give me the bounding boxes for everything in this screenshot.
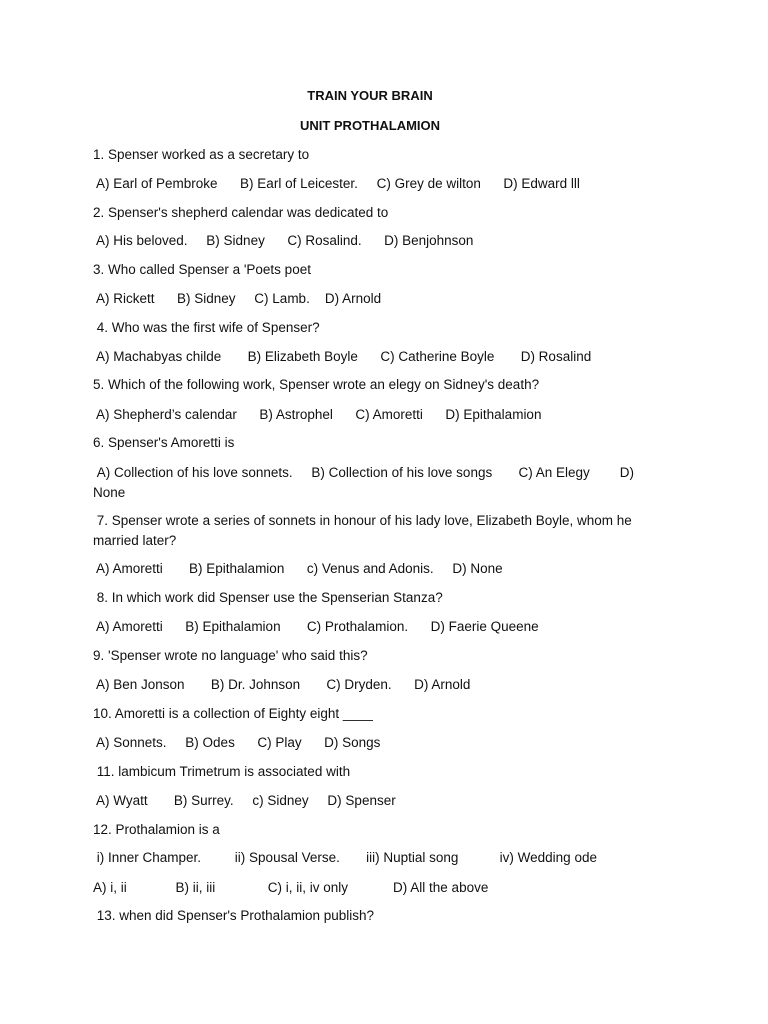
question-11: 11. lambicum Trimetrum is associated with	[93, 764, 351, 779]
statements-12: i) Inner Champer. ii) Spousal Verse. iii) Nuptial song iv) Wedding ode	[93, 850, 597, 865]
question-9: 9. 'Spenser wrote no language' who said this?	[93, 648, 368, 663]
question-8: 8. In which work did Spenser use the Spenserian Stanza?	[93, 590, 443, 605]
question-13: 13. when did Spenser's Prothalamion publish?	[93, 908, 375, 923]
question-3: 3. Who called Spenser a 'Poets poet	[93, 262, 311, 277]
options-7: A) Amoretti B) Epithalamion c) Venus and Adonis. D) None	[93, 561, 503, 576]
question-5: 5. Which of the following work, Spenser wrote an elegy on Sidney's death?	[93, 377, 540, 392]
options-3: A) Rickett B) Sidney C) Lamb. D) Arnold	[93, 291, 382, 306]
document-subtitle: UNIT PROTHALAMION	[299, 118, 441, 133]
options-12: A) i, ii B) ii, iii C) i, ii, iv only D) All the above	[93, 880, 489, 895]
options-9: A) Ben Jonson B) Dr. Johnson C) Dryden. D) Arnold	[93, 677, 471, 692]
options-2: A) His beloved. B) Sidney C) Rosalind. D) Benjohnson	[93, 233, 474, 248]
question-7: 7. Spenser wrote a series of sonnets in honour of his lady love, Elizabeth Boyle, whom he married later?	[93, 513, 632, 548]
options-1: A) Earl of Pembroke B) Earl of Leicester. C) Grey de wilton D) Edward lll	[93, 176, 580, 191]
options-5: A) Shepherd’s calendar B) Astrophel C) Amoretti D) Epithalamion	[93, 407, 542, 422]
question-10: 10. Amoretti is a collection of Eighty eight ____	[93, 706, 373, 721]
options-11: A) Wyatt B) Surrey. c) Sidney D) Spenser	[93, 793, 396, 808]
options-8: A) Amoretti B) Epithalamion C) Prothalamion. D) Faerie Queene	[93, 619, 539, 634]
document-title: TRAIN YOUR BRAIN	[307, 88, 433, 103]
options-6: A) Collection of his love sonnets. B) Collection of his love songs C) An Elegy D) None	[93, 465, 634, 500]
question-4: 4. Who was the first wife of Spenser?	[93, 320, 320, 335]
question-12: 12. Prothalamion is a	[93, 822, 220, 837]
options-4: A) Machabyas childe B) Elizabeth Boyle C) Catherine Boyle D) Rosalind	[93, 349, 592, 364]
question-1: 1. Spenser worked as a secretary to	[93, 147, 310, 162]
options-10: A) Sonnets. B) Odes C) Play D) Songs	[93, 735, 381, 750]
question-6: 6. Spenser's Amoretti is	[93, 435, 235, 450]
question-2: 2. Spenser's shepherd calendar was dedicated to	[93, 205, 389, 220]
